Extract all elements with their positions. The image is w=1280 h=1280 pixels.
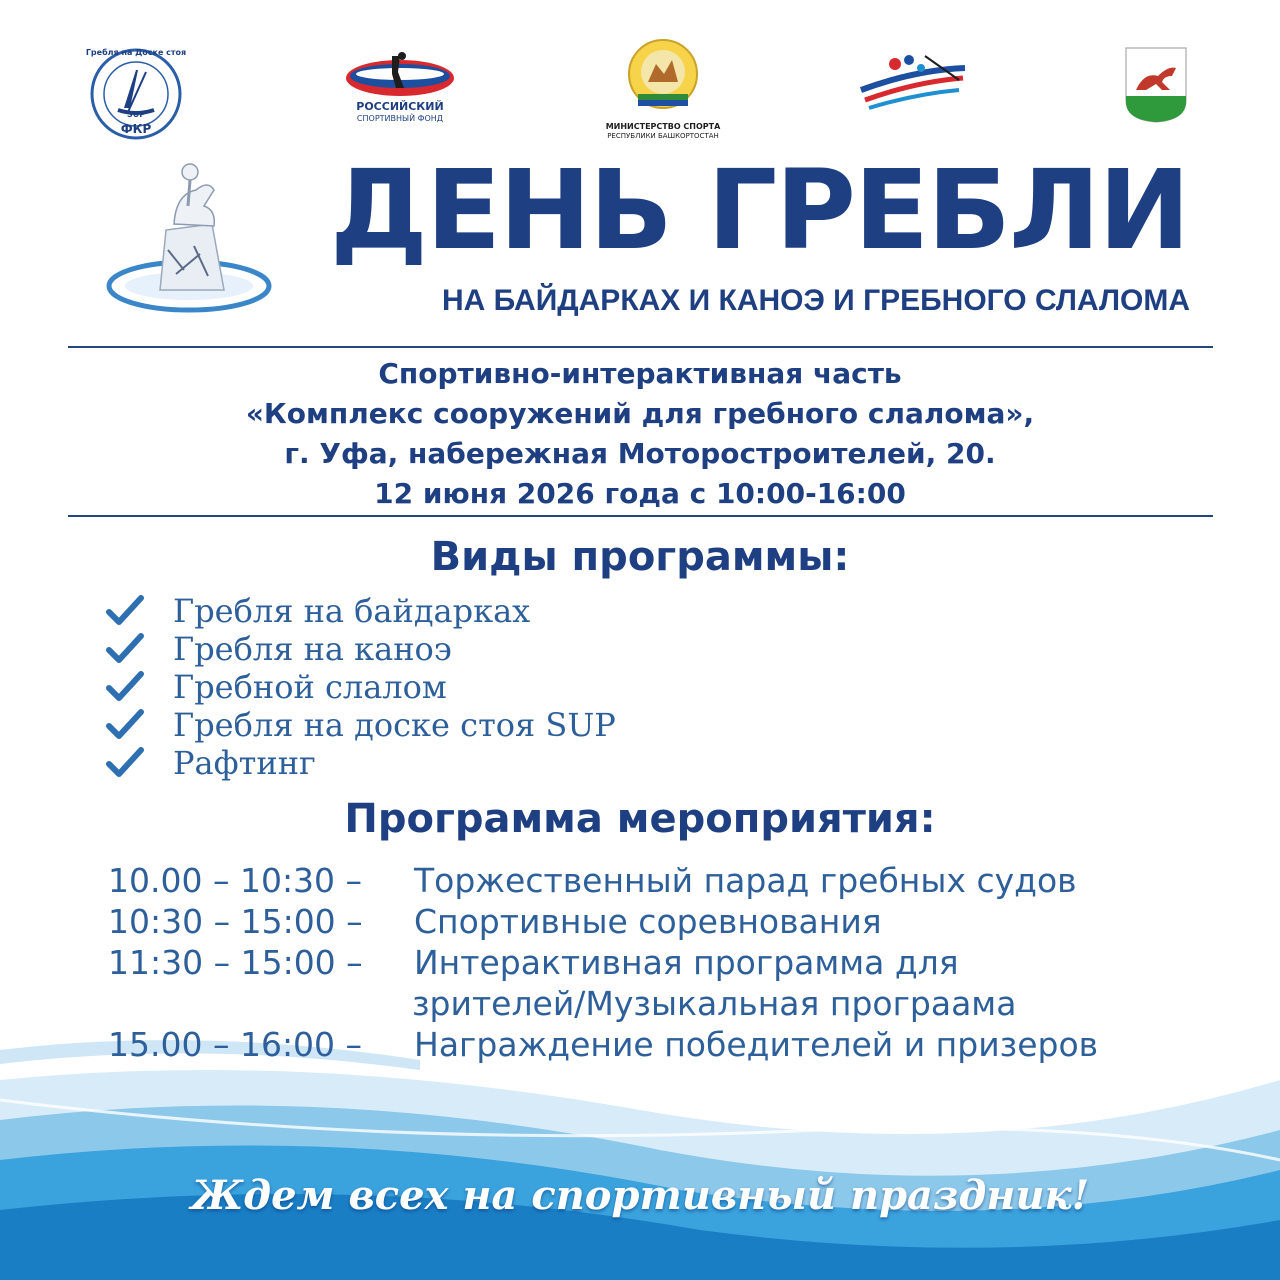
schedule-time: 11:30 – 15:00 – [108,943,363,982]
sup-arc-text: Гребля на Доске стоя [85,48,187,57]
canoe-federation-logo [855,50,970,118]
type-label: Гребля на байдарках [173,592,531,630]
schedule-time: 10:30 – 15:00 – [108,902,363,941]
table-row [108,1024,1228,1065]
divider-top [68,346,1213,348]
footer-slogan: Ждем всех на спортивный праздник! [190,1172,1090,1219]
divider-bottom [68,515,1213,517]
page-subtitle: НА БАЙДАРКАХ И КАНОЭ И ГРЕБНОГО СЛАЛОМА [441,284,1190,317]
sup-badge: SUP [126,110,146,119]
type-label: Рафтинг [173,744,316,782]
info-line-4: 12 июня 2026 года с 10:00-16:00 [374,477,906,510]
table-row [108,860,1228,901]
types-heading: Виды программы: [430,534,850,580]
rsf-line2: СПОРТИВНЫЙ ФОНД [356,114,444,123]
ministry-sport-logo [598,38,728,144]
checkmark-icon [105,670,145,704]
info-line-1: Спортивно-интерактивная часть [378,357,902,390]
table-row [108,983,1228,1024]
rsf-line1: РОССИЙСКИЙ [356,100,444,113]
page-title: ДЕНЬ ГРЕБЛИ [330,146,1189,274]
checkmark-icon [105,746,145,780]
schedule-desc: зрителей/Музыкальная програама [412,984,1017,1023]
schedule-list [108,860,1228,1065]
checkmark-icon [105,708,145,742]
schedule-time: 15.00 – 16:00 – [108,1025,363,1064]
table-row [108,901,1228,942]
event-info [0,354,1280,514]
type-label: Гребной слалом [173,668,447,706]
type-label: Гребля на доске стоя SUP [173,706,616,744]
info-line-2: «Комплекс сооружений для гребного слалома», [245,397,1035,430]
type-label: Гребля на каноэ [173,630,452,668]
schedule-desc: Награждение победителей и призеров [414,1025,1099,1064]
program-heading: Программа мероприятия: [344,796,936,842]
info-line-3: г. Уфа, набережная Моторостроителей, 20. [284,437,996,470]
sup-fkr-logo [85,46,187,142]
table-row [108,942,1228,983]
schedule-desc: Спортивные соревнования [414,902,882,941]
russian-sport-fund-logo [340,52,460,130]
ministry-line1: МИНИСТЕРСТВО СПОРТА [605,122,721,131]
schedule-time: 10.00 – 10:30 – [108,861,363,900]
schedule-desc: Интерактивная программа для [414,943,959,982]
schedule-desc: Торжественный парад гребных судов [414,861,1077,900]
fkr-label: ФКР [120,122,152,136]
salavat-monument-emblem [104,150,274,318]
ufa-coat-of-arms [1124,46,1188,124]
checkmark-icon [105,632,145,666]
ministry-line2: РЕСПУБЛИКИ БАШКОРТОСТАН [607,132,719,140]
checkmark-icon [105,594,145,628]
